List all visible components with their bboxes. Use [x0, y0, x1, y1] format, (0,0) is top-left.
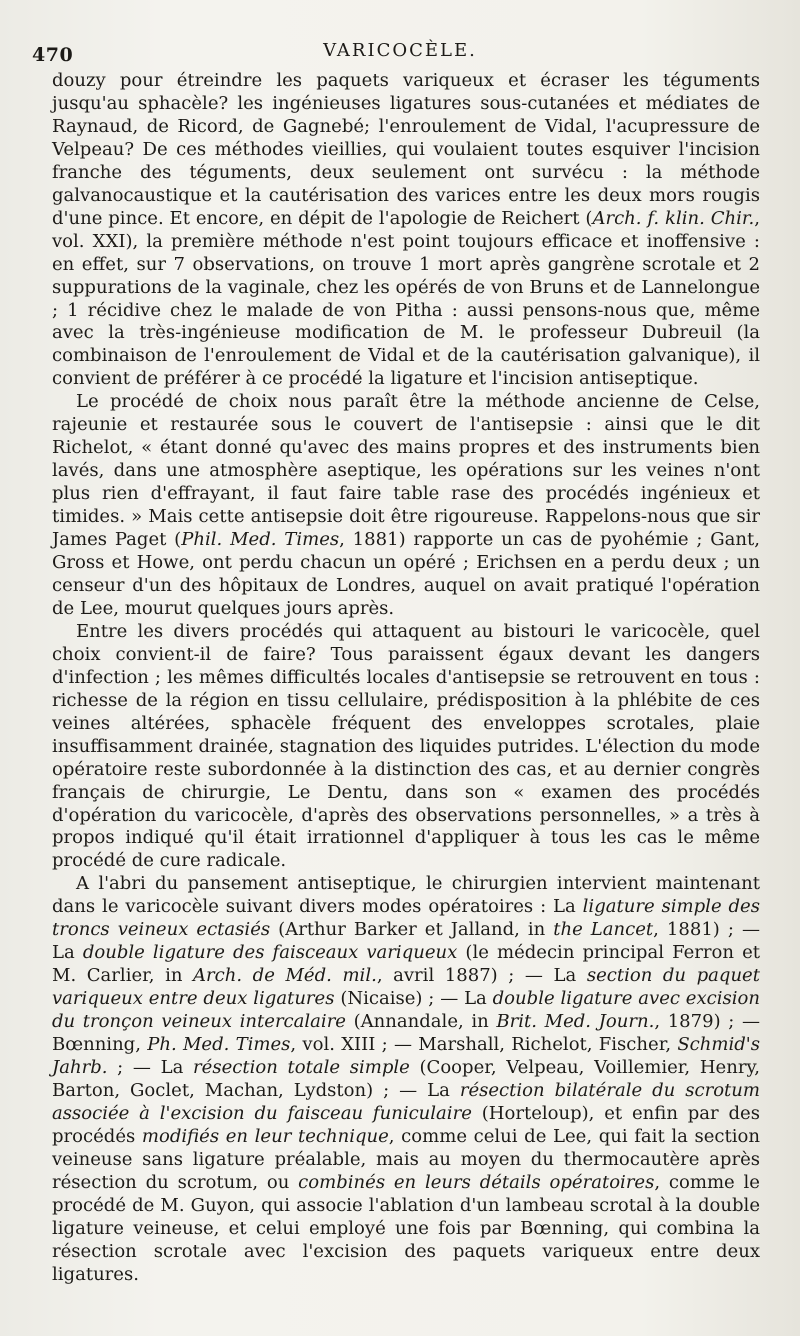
text-segment: , 1881) rapporte un cas de pyohémie ; Gant, Gross et Howe, ont perdu chacun un opéré ; Erichsen en a perdu deux ; un censeur d'un des hôpitaux de Londres, auquel on avait pratiqué l'opération de Lee, mourut quelques jours après. — [52, 529, 761, 619]
paragraph-1 — [52, 70, 760, 391]
page-number: 470 — [32, 44, 74, 66]
body-text — [52, 70, 760, 1287]
text-segment: (le médecin principal Ferron et M. Carlier, in — [52, 942, 760, 987]
italic-text-segment: ligature simple des troncs veineux ectasiés — [52, 896, 760, 941]
text-segment: (Arthur Barker et Jalland, in — [270, 919, 554, 941]
text-segment: , 1879) ; — Bœnning, — [52, 1011, 760, 1056]
italic-text-segment: double ligature des faisceaux variqueux — [82, 942, 458, 964]
text-segment: , comme celui de Lee, qui fait la section veineuse sans ligature préalable, mais au moyen du thermocautère après résection du scrotum, ou — [52, 1125, 760, 1193]
text-segment: Entre les divers procédés qui attaquent au bistouri le varicocèle, quel choix convient-il de faire? Tous paraissent égaux devant les dangers d'infection ; les mêmes difficultés locales d'antisepsie se retrouvent en tous : richesse de la région en tissu cellulaire, prédisposition à la phlébite de ces veines altérées, sphacèle fréquent des enveloppes scrotales, plaie insuffisamment drainée, stagnation des liquides putrides. L'élection du mode opératoire reste subordonnée à la distinction des cas, et au dernier congrès français de chirurgie, Le Dentu, dans son « examen des procédés d'opération du varicocèle, d'après des observations personnelles, » a très à propos indiqué qu'il était irrationnel d'appliquer à tous les cas le même procédé de cure radicale. — [52, 620, 760, 872]
italic-text-segment: modifiés en leur technique — [141, 1125, 389, 1147]
italic-text-segment: Schmid's Jahrb. — [52, 1034, 760, 1078]
italic-text-segment: Brit. Med. Journ. — [496, 1011, 655, 1033]
italic-text-segment: Arch. de Méd. mil. — [193, 965, 377, 987]
italic-text-segment: Phil. Med. Times — [181, 529, 340, 551]
text-segment: Le procédé de choix nous paraît être la méthode ancienne de Celse, rajeunie et restaurée sous le couvert de l'antisepsie : ainsi que le dit Richelot, « étant donné qu'avec des mains propres et des instruments bien lavés, dans une atmosphère aseptique, les opérations sur les veines n'ont plus rien d'effrayant, il faut faire table rase des procédés ingénieux et timides. » Mais cette antisepsie doit être rigoureuse. Rappelons-nous que sir James Paget ( — [52, 391, 760, 551]
text-segment: (Annandale, in — [345, 1011, 497, 1033]
italic-text-segment: Ph. Med. Times — [147, 1034, 291, 1056]
text-segment: , vol. XXI), la première méthode n'est point toujours efficace et inoffensive : en effet, sur 7 observations, on trouve 1 mort après gangrène scrotale et 2 suppurations de la vaginale, chez les opérés de von Bruns et de Lannelongue ; 1 récidive chez le malade de von Pitha : aussi pensons-nous que, même avec la très-ingénieuse modification de M. le professeur Dubreuil (la combinaison de l'enroulement de Vidal et de la cautérisation galvanique), il convient de préférer à ce procédé la ligature et l'incision antiseptique. — [52, 207, 760, 390]
paragraph-3 — [52, 621, 760, 873]
text-segment: (Nicaise) ; — La — [334, 988, 493, 1010]
text-segment: (Cooper, Velpeau, Voillemier, Henry, Barton, Goclet, Machan, Lydston) ; — La — [52, 1056, 760, 1101]
text-segment: A l'abri du pansement antiseptique, le chirurgien intervient maintenant dans le varicocèle suivant divers modes opératoires : La — [52, 873, 760, 918]
page-header — [32, 40, 768, 68]
text-segment: , 1881) ; — La — [52, 919, 760, 964]
italic-text-segment: combinés en leurs détails opératoires — [298, 1171, 655, 1193]
paragraph-2 — [52, 391, 760, 621]
running-title: VARICOCÈLE. — [323, 40, 477, 61]
text-segment: ; — La — [107, 1056, 194, 1078]
paragraph-4 — [52, 873, 760, 1286]
italic-text-segment: double ligature avec excision du tronçon veineux intercalaire — [52, 988, 761, 1033]
text-segment: , vol. XIII ; — Marshall, Richelot, Fischer, — [290, 1034, 678, 1056]
italic-text-segment: résection bilatérale du scrotum associée à l'excision du faisceau funiculaire — [52, 1079, 761, 1124]
italic-text-segment: Arch. f. klin. Chir. — [592, 207, 755, 229]
italic-text-segment: résection totale simple — [193, 1056, 410, 1078]
italic-text-segment: the Lancet — [553, 919, 654, 941]
text-segment: (Horteloup), et enfin par des procédés — [52, 1102, 760, 1147]
italic-text-segment: section du paquet variqueux entre deux ligatures — [52, 965, 760, 1010]
text-segment: , avril 1887) ; — La — [376, 965, 587, 987]
text-segment: , comme le procédé de M. Guyon, qui associe l'ablation d'un lambeau scrotal à la double ligature veineuse, et celui employé une fois par Bœnning, qui combina la résection scrotale avec l'excision des paquets variqueux entre deux ligatures. — [52, 1171, 760, 1285]
text-segment: douzy pour étreindre les paquets variqueux et écraser les téguments jusqu'au sphacèle? les ingénieuses ligatures sous-cutanées et médiates de Raynaud, de Ricord, de Gagnebé; l'enroulement de Vidal, l'acupressure de Velpeau? De ces méthodes vieillies, qui voulaient toutes esquiver l'incision franche des téguments, deux seulement ont survécu : la méthode galvanocaustique et la cautérisation des varices entre les deux mors rougis d'une pince. Et encore, en dépit de l'apologie de Reichert ( — [52, 70, 760, 229]
